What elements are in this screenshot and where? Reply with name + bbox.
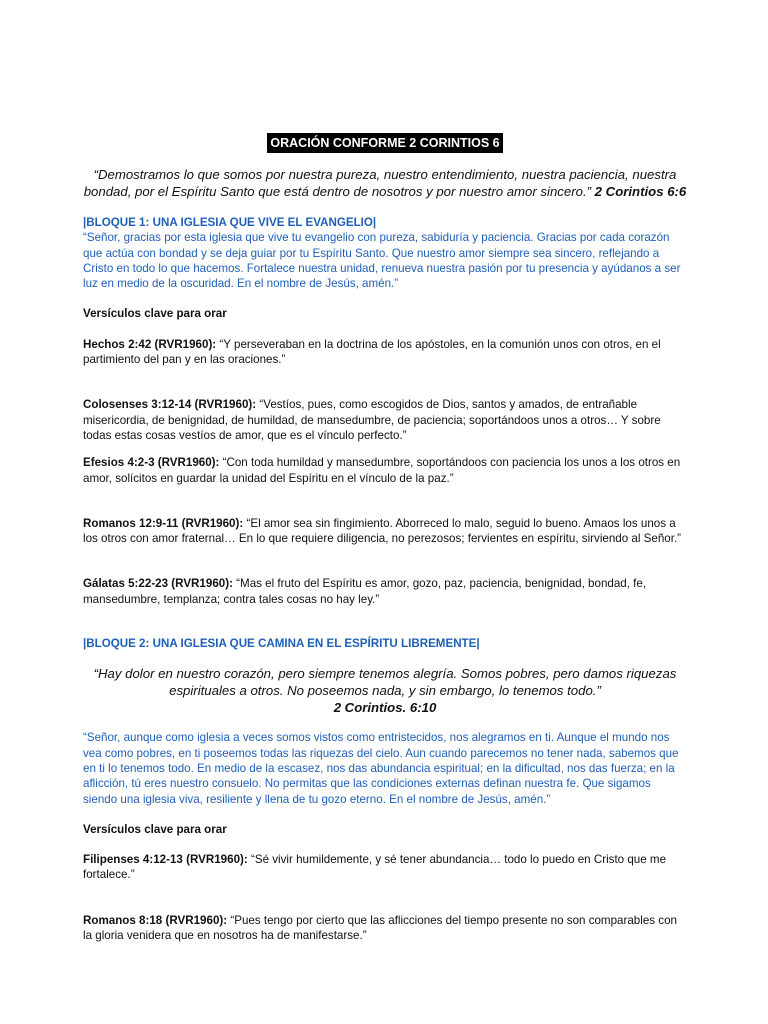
block-2-heading: |BLOQUE 2: UNA IGLESIA QUE CAMINA EN EL ESPÍRITU LIBREMENTE| — [83, 637, 480, 651]
verse-ref: Gálatas 5:22-23 (RVR1960): — [83, 577, 233, 591]
epigraph-2-ref: 2 Corintios. 6:10 — [333, 700, 437, 716]
verse-text: “Con toda humildad y mansedumbre, soportándoos con paciencia los unos a los otros en amor, solícitos en guardar la unidad del Espíritu en el vínculo de la paz.” — [83, 456, 681, 485]
block-1-verses-label: Versículos clave para orar — [83, 307, 227, 321]
verse-ref: Romanos 12:9-11 (RVR1960): — [83, 516, 244, 530]
title-line — [83, 134, 687, 152]
epigraph-2-text: “Hay dolor en nuestro corazón, pero siempre tenemos alegría. Somos pobres, pero damos riquezas espirituales a otros. No poseemos nada, y sin embargo, lo tenemos todo.” — [93, 666, 677, 699]
verse-text: “Pues tengo por cierto que las aflicciones del tiempo presente no son comparables con la gloria venidera que en nosotros ha de manifestarse.” — [83, 913, 677, 943]
block-1-verse-4 — [83, 516, 687, 547]
epigraph-1-text: “Demostramos lo que somos por nuestra pureza, nuestro entendimiento, nuestra paciencia, nuestra bondad, por el Espíritu Santo que está dentro de nosotros y por nuestro amor sincero.” — [83, 167, 677, 199]
document-body — [83, 134, 687, 943]
epigraph-1 — [83, 166, 687, 200]
block-1-verse-3 — [83, 455, 687, 486]
document-title: ORACIÓN CONFORME 2 CORINTIOS 6 — [270, 136, 500, 150]
verse-ref: Romanos 8:18 (RVR1960): — [83, 913, 228, 927]
block-1-prayer: “Señor, gracias por esta iglesia que vive tu evangelio con pureza, sabiduría y paciencia. Gracias por cada corazón que actúa con bondad y se deja guiar por tu Espíritu Santo. Que nuestro amor siempre sea sincero, reflejando a Cristo en todo lo que hacemos. Fortalece nuestra unidad, renueva nuestra pasión por tu presencia y ayúdanos a ser luz en medio de la oscuridad. En el nombre de Jesús, amén.” — [83, 231, 681, 291]
verse-text: “El amor sea sin fingimiento. Aborreced lo malo, seguid lo bueno. Amaos los unos a los otros con amor fraternal… En lo que requiere diligencia, no perezosos; fervientes en espíritu, sirviendo al Señor.” — [83, 516, 682, 546]
epigraph-1-ref: 2 Corintios 6:6 — [594, 184, 687, 199]
block-2-prayer: “Señor, aunque como iglesia a veces somos vistos como entristecidos, nos alegramos en ti. Aunque el mundo nos vea como pobres, en ti poseemos todas las riquezas del cielo. Aun cuando parecemos no tener nada, sabemos que en ti lo tenemos todo. En medio de la escasez, nos das abundancia espiritual; en la dificultad, nos das fuerza; en la aflicción, tú eres nuestro consuelo. No permitas que las condiciones externas definan nuestra fe. Que sigamos siendo una iglesia viva, resiliente y llena de tu gozo eterno. En el nombre de Jesús, amén.” — [83, 731, 679, 806]
block-2-verse-2 — [83, 913, 687, 944]
verse-ref: Efesios 4:2-3 (RVR1960): — [83, 456, 220, 470]
block-1-verse-1 — [83, 337, 687, 368]
block-1-verse-5 — [83, 576, 687, 607]
verse-ref: Colosenses 3:12-14 (RVR1960): — [83, 398, 257, 412]
verse-text: “Mas el fruto del Espíritu es amor, gozo, paz, paciencia, benignidad, bondad, fe, mansedumbre, templanza; contra tales cosas no hay ley.” — [83, 577, 647, 606]
block-1-heading: |BLOQUE 1: UNA IGLESIA QUE VIVE EL EVANGELIO| — [83, 216, 377, 229]
verse-ref: Filipenses 4:12-13 (RVR1960): — [83, 853, 248, 867]
verse-text: “Vestíos, pues, como escogidos de Dios, santos y amados, de entrañable misericordia, de benignidad, de humildad, de mansedumbre, de paciencia; soportándoos unos a otros… Y sobre todas estas cosas vestíos de amor, que es el vínculo perfecto.” — [83, 398, 661, 442]
verse-ref: Hechos 2:42 (RVR1960): — [83, 337, 217, 351]
block-2-verse-1 — [83, 852, 687, 883]
verse-text: “Y perseveraban en la doctrina de los apóstoles, en la comunión unos con otros, en el partimiento del pan y en las oraciones.” — [83, 337, 661, 367]
epigraph-2 — [83, 665, 687, 716]
block-2-verses-label: Versículos clave para orar — [83, 822, 227, 836]
verse-text: “Sé vivir humildemente, y sé tener abundancia… todo lo puedo en Cristo que me fortalece.” — [83, 853, 667, 882]
block-1-verse-2 — [83, 397, 687, 443]
